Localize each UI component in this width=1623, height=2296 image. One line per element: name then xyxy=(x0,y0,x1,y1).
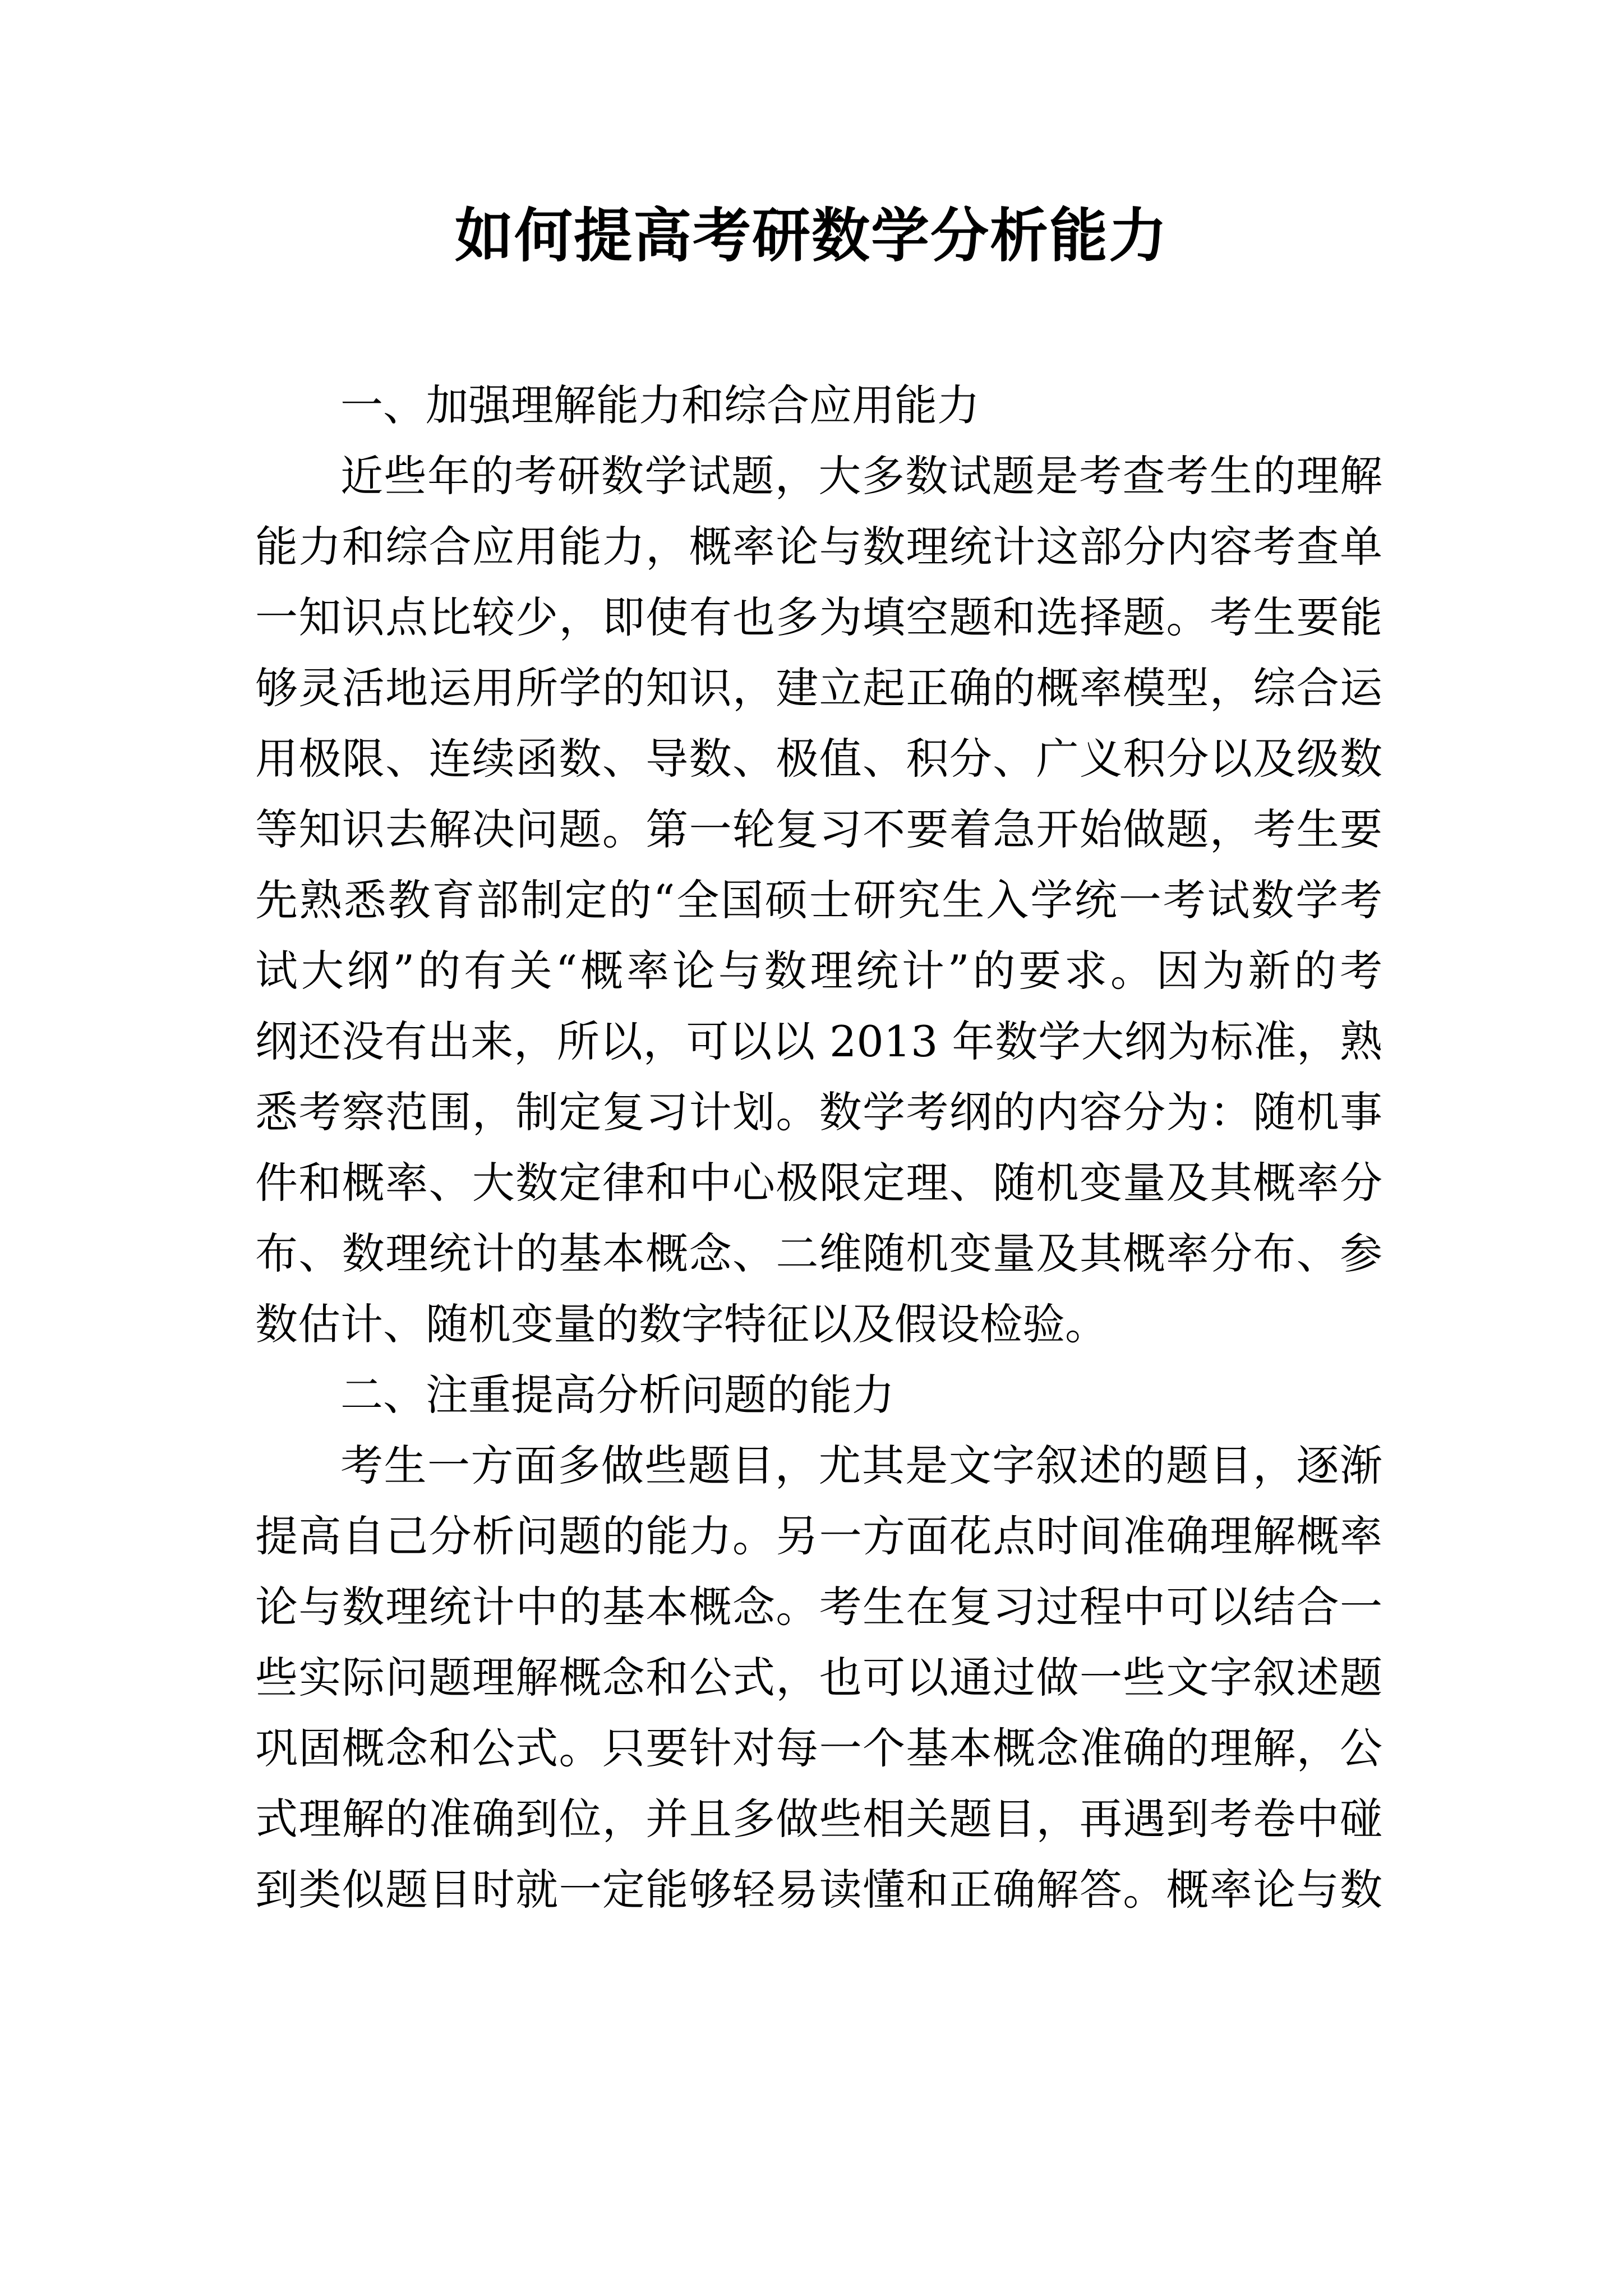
paragraph-line: 提高自己分析问题的能力。另一方面花点时间准确理解概率 xyxy=(255,1511,1382,1561)
paragraph-line: 些实际问题理解概念和公式，也可以通过做一些文字叙述题 xyxy=(255,1653,1382,1703)
section-heading: 一、加强理解能力和综合应用能力 xyxy=(340,380,980,430)
section-2 xyxy=(255,1360,1382,1925)
paragraph-line: 式理解的准确到位，并且多做些相关题目，再遇到考卷中碰 xyxy=(255,1794,1382,1844)
paragraph-line: 论与数理统计中的基本概念。考生在复习过程中可以结合一 xyxy=(255,1582,1382,1632)
paragraph-line: 纲还没有出来，所以，可以以 2013 年数学大纲为标准，熟 xyxy=(255,1016,1382,1066)
paragraph-line: 先熟悉教育部制定的“全国硕士研究生入学统一考试数学考 xyxy=(255,875,1382,925)
document-body xyxy=(255,370,1382,1925)
paragraph-line: 件和概率、大数定律和中心极限定理、随机变量及其概率分 xyxy=(255,1158,1382,1208)
paragraph-line: 近些年的考研数学试题，大多数试题是考查考生的理解 xyxy=(340,451,1382,501)
paragraph-line: 能力和综合应用能力，概率论与数理统计这部分内容考查单 xyxy=(255,522,1382,572)
paragraph-line: 考生一方面多做些题目，尤其是文字叙述的题目，逐渐 xyxy=(340,1441,1382,1490)
document-title: 如何提高考研数学分析能力 xyxy=(454,201,1168,270)
paragraph-line: 用极限、连续函数、导数、极值、积分、广义积分以及级数 xyxy=(255,734,1382,784)
section-1 xyxy=(255,370,1382,1360)
paragraph xyxy=(255,1430,1382,1925)
paragraph-line: 数估计、随机变量的数字特征以及假设检验。 xyxy=(255,1299,1108,1349)
paragraph-line: 试大纲”的有关“概率论与数理统计”的要求。因为新的考 xyxy=(255,946,1382,996)
paragraph-line: 到类似题目时就一定能够轻易读懂和正确解答。概率论与数 xyxy=(255,1865,1382,1915)
paragraph-line: 一知识点比较少，即使有也多为填空题和选择题。考生要能 xyxy=(255,592,1382,642)
paragraph-line: 够灵活地运用所学的知识，建立起正确的概率模型，综合运 xyxy=(255,663,1382,713)
paragraph-line: 布、数理统计的基本概念、二维随机变量及其概率分布、参 xyxy=(255,1228,1382,1278)
paragraph xyxy=(255,441,1382,1360)
paragraph-line: 悉考察范围，制定复习计划。数学考纲的内容分为：随机事 xyxy=(255,1087,1382,1137)
section-heading: 二、注重提高分析问题的能力 xyxy=(340,1370,895,1420)
paragraph-line: 等知识去解决问题。第一轮复习不要着急开始做题，考生要 xyxy=(255,804,1382,854)
paragraph-line: 巩固概念和公式。只要针对每一个基本概念准确的理解，公 xyxy=(255,1723,1382,1773)
